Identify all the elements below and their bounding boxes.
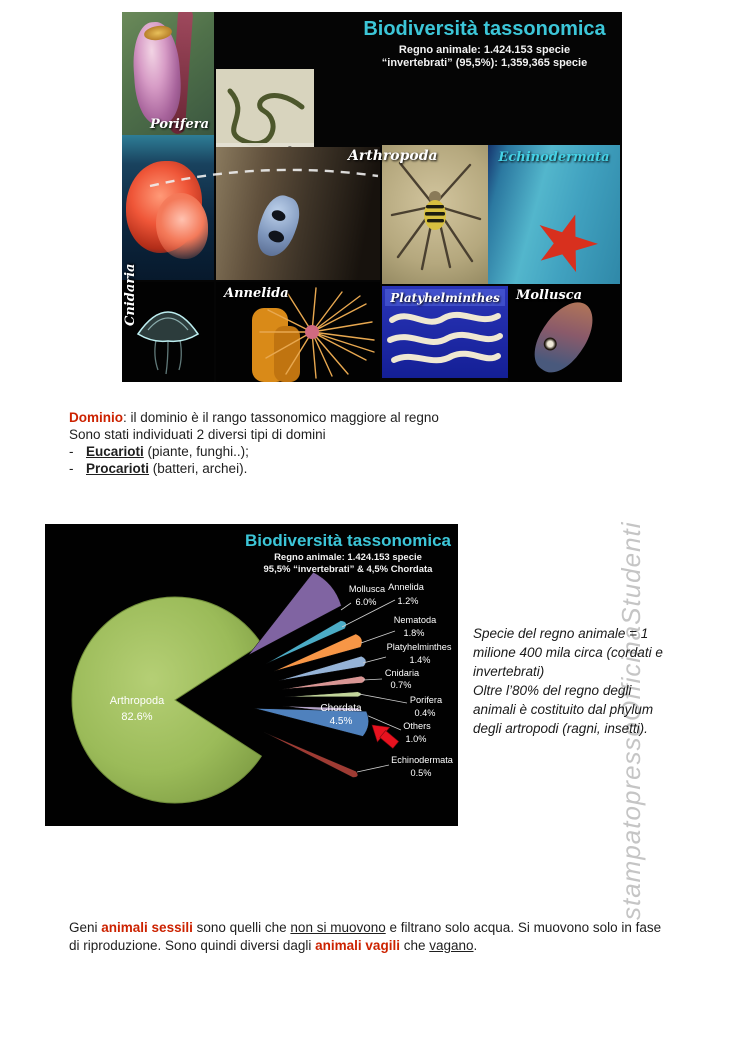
bottom-note-segment: animali sessili <box>101 920 193 935</box>
platyhelminthes-banner <box>385 289 505 306</box>
dominio-line-1 <box>69 409 529 426</box>
svg-text:1.0%: 1.0% <box>405 734 427 744</box>
mollusca-photo <box>508 284 620 382</box>
svg-text:0.7%: 0.7% <box>390 680 412 690</box>
svg-text:Others: Others <box>403 721 431 731</box>
arthropoda-spider-photo <box>382 145 488 284</box>
arthropoda-beetle-photo <box>216 147 380 280</box>
side-note-line: Specie del regno animale = 1 <box>473 626 649 641</box>
dominio-term: Dominio <box>69 410 123 425</box>
echinodermata-label: Echinodermata <box>498 150 610 165</box>
bullet-eucarioti-text <box>86 443 249 460</box>
svg-text:1.8%: 1.8% <box>403 628 425 638</box>
svg-text:Porifera: Porifera <box>409 695 443 705</box>
cnidaria-coral-photo <box>122 135 214 280</box>
bullet-procarioti <box>69 460 529 477</box>
eucarioti-rest: (piante, funghi..); <box>143 444 249 459</box>
procarioti-term: Procarioti <box>86 461 150 476</box>
platyhelminthes-photo <box>382 286 508 378</box>
dominio-line1-rest: : il dominio è il rango tassonomico maggiore al regno <box>123 410 439 425</box>
svg-text:Arthropoda: Arthropoda <box>109 695 165 707</box>
svg-text:1.4%: 1.4% <box>409 655 431 665</box>
coral-shape-2 <box>156 193 208 259</box>
svg-text:Echinodermata: Echinodermata <box>391 755 453 765</box>
bottom-note-segment: . <box>473 938 478 953</box>
platyhelminthes-label: Platyhelminthes <box>390 291 500 305</box>
side-note-line: milione 400 mila circa (cordati e <box>473 645 663 660</box>
svg-text:Mollusca: Mollusca <box>348 584 386 594</box>
svg-text:Platyhelminthes: Platyhelminthes <box>386 642 452 652</box>
bullet-dash: - <box>69 461 74 476</box>
side-note-line: degli artropodi (ragni, insetti). <box>473 721 648 736</box>
collage-title: Biodiversità tassonomica <box>363 18 606 40</box>
svg-text:82.6%: 82.6% <box>121 711 153 723</box>
collage-subtitle-1: Regno animale: 1.424.153 specie <box>398 44 571 56</box>
collage-header <box>357 18 612 70</box>
svg-text:Cnidaria: Cnidaria <box>384 668 420 678</box>
svg-text:0.5%: 0.5% <box>410 768 432 778</box>
side-note-line: Oltre l’80% del regno degli <box>473 683 632 698</box>
collage-subtitle-2: “invertebrati” (95,5%): 1,359,365 specie <box>381 57 588 69</box>
annelida-label: Annelida <box>224 286 289 301</box>
bottom-note-segment: e filtrano solo acqua. Si muovono solo in fase di riproduzione. Sono quindi diversi dagli <box>69 920 662 953</box>
bullet-procarioti-text <box>86 460 247 477</box>
echinodermata-photo <box>488 145 620 284</box>
bottom-note-segment: non si muovono <box>290 920 386 935</box>
phyla-collage-image <box>122 12 622 382</box>
bottom-note-segment: che <box>399 938 430 953</box>
dominio-line-2: Sono stati individuati 2 diversi tipi di domini <box>69 427 326 442</box>
arthropoda-label: Arthropoda <box>348 148 438 164</box>
beetle-shape <box>250 191 305 262</box>
watermark-text: stampatopressoOfficinaStudenti <box>616 521 646 920</box>
mollusca-label: Mollusca <box>516 288 583 303</box>
svg-text:Nematoda: Nematoda <box>393 615 437 625</box>
cnidaria-label: Cnidaria <box>123 263 138 326</box>
procarioti-rest: (batteri, archei). <box>149 461 248 476</box>
porifera-label: Porifera <box>149 117 209 132</box>
spider-drawing <box>382 145 488 284</box>
svg-text:Biodiversità tassonomica: Biodiversità tassonomica <box>245 531 451 550</box>
dominio-paragraph <box>69 409 529 477</box>
svg-text:6.0%: 6.0% <box>355 597 377 607</box>
porifera-photo <box>122 12 214 135</box>
bottom-note-segment: animali vagili <box>315 938 400 953</box>
side-note-line: invertebrati) <box>473 664 545 679</box>
svg-text:Regno animale: 1.424.153 speci: Regno animale: 1.424.153 specie <box>274 552 422 563</box>
bullet-eucarioti <box>69 443 529 460</box>
svg-text:1.2%: 1.2% <box>397 596 419 606</box>
bottom-note-segment: vagano <box>429 938 474 953</box>
svg-text:Chordata: Chordata <box>320 703 362 714</box>
svg-text:95,5% “invertebrati” & 4,5% Ch: 95,5% “invertebrati” & 4,5% Chordata <box>263 564 433 575</box>
bottom-note-paragraph <box>69 919 675 955</box>
starfish-shape <box>526 205 605 282</box>
bottom-note-segment: sono quelli che <box>192 920 291 935</box>
bottom-note-segment: Geni <box>69 920 102 935</box>
svg-text:0.4%: 0.4% <box>414 708 436 718</box>
squid-shape <box>524 292 604 381</box>
biodiversity-pie-figure <box>45 524 458 826</box>
bullet-dash: - <box>69 444 74 459</box>
side-note <box>473 624 688 738</box>
side-note-line: animali è costituito dal phylum <box>473 702 654 717</box>
svg-text:4.5%: 4.5% <box>329 716 353 727</box>
annelida-photo <box>216 282 380 382</box>
pie-chart <box>45 524 458 826</box>
eucarioti-term: Eucarioti <box>86 444 144 459</box>
svg-text:Annelida: Annelida <box>388 582 424 592</box>
